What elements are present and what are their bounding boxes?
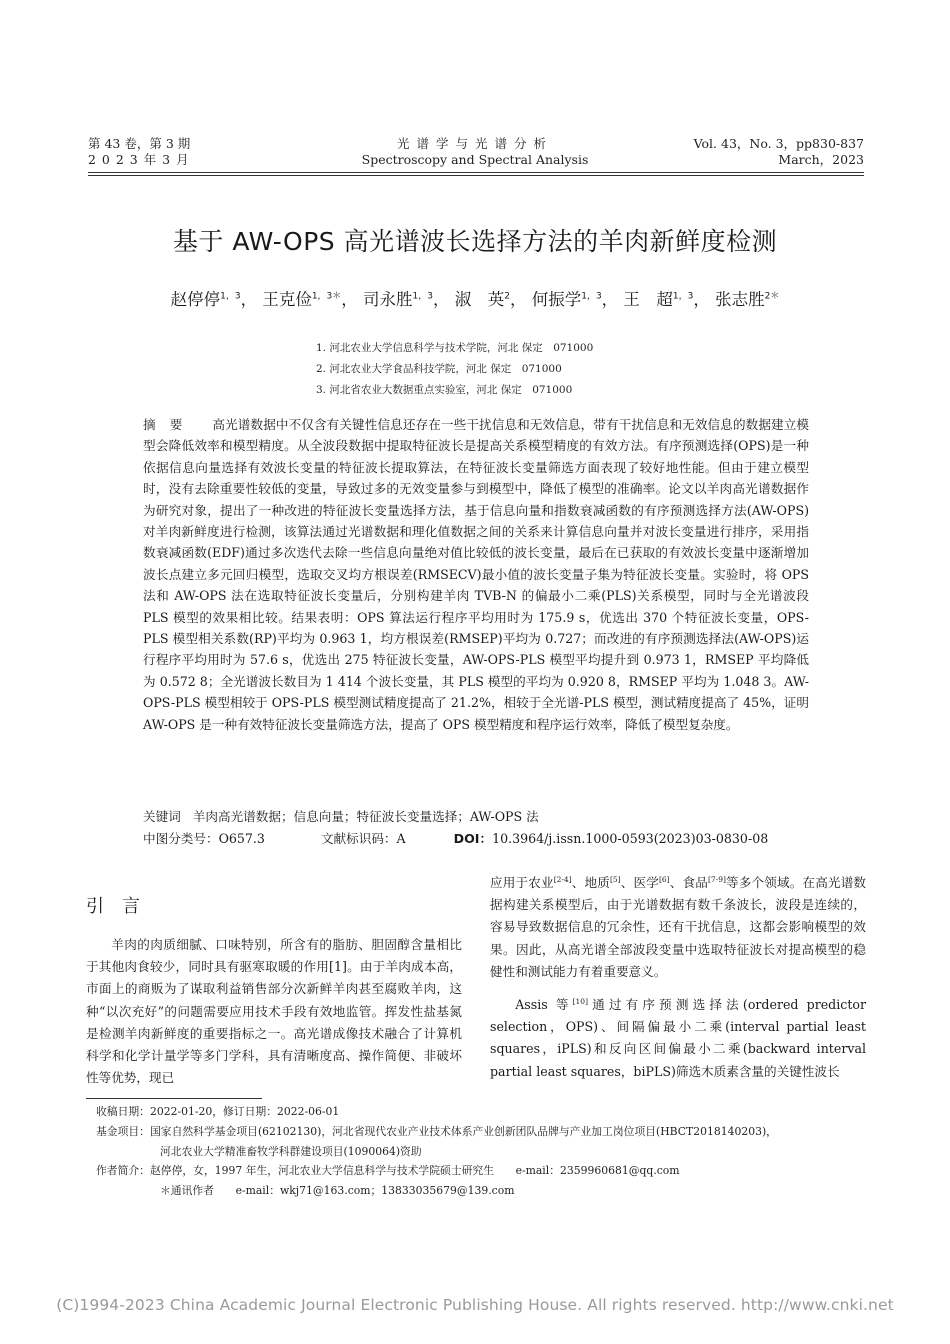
abstract-text: 高光谱数据中不仅含有关键性信息还存在一些干扰信息和无效信息，带有干扰信息和无效信息的数据建立模型会降低效率和模型精度。从全波段数据中提取特征波长是提高关系模型精度的有效方法。有序预测选择(OPS)是一种依据信息向量选择有效波长变量的特征波长提取算法，在特征波长变量筛选方面表现了较好地性能。但由于建立模型时，没有去除重要性较低的变量，导致过多的无效变量参与到模型中，降低了模型的准确率。论文以羊肉高光谱数据作为研究对象，提出了一种改进的特征波长变量选择方法，基于信息向量和指数衰减函数的有序预测选择方法(AW-OPS)对羊肉新鲜度进行检测，该算法通过光谱数据和理化值数据之间的关系来计算信息向量并对波长变量进行排序，采用指数衰减函数(EDF)通过多次迭代去除一些信息向量绝对值比较低的波长变量，最后在已获取的有效波长变量中逐渐增加波长点建立多元回归模型，选取交叉均方根误差(RMSECV)最小值的波长变量子集为特征波长变量。实验时，将 OPS 法和 AW-OPS 法在选取特征波长变量后，分别构建羊肉 TVB-N 的偏最小二乘(PLS)关系模型，同时与全光谱波段 PLS 模型的效果相比较。结果表明：OPS 算法运行程序平均用时为 175.9 s，优选出 370 个特征波长变量，OPS-PLS 模型相关系数(RP)平均为 0.963 1，均方根误差(RMSEP)平均为 0.727；而改进的有序预测选择法(AW-OPS)运行程序平均用时为 57.6 s，优选出 275 特征波长变量，AW-OPS-PLS 模型平均提升到 0.973 1，RMSEP 平均降低为 0.572 8；全光谱波长数目为 1 414 个波长变量，其 PLS 模型的平均为 0.920 8，RMSEP 平均为 1.048 3。AW-OPS-PLS 模型相较于 OPS-PLS 模型测试精度提高了 21.2%，相较于全光谱-PLS 模型，测试精度提高了 45%，证明 AW-OPS 是一种有效特征波长变量筛选方法，提高了 OPS 模型精度和程序运行效率，降低了模型复杂度。: [143, 417, 810, 732]
header-rule-thin: [88, 175, 864, 176]
journal-name-cn: 光谱学与光谱分析: [396, 136, 553, 151]
volume-pages: Vol. 43，No. 3，pp830-837: [693, 136, 864, 151]
affiliation-1: 1. 河北农业大学信息科学与技术学院，河北 保定 071000: [316, 342, 594, 354]
author: 张志胜$^{2*}$: [715, 290, 780, 309]
author-list: 赵停停$^{1,3}$， 王克俭$^{1,3*}$， 司永胜$^{1,3}$， 淑 英$^2$， 何振学$^{1,3}$， 王 超$^{1,3}$， 张志胜$^{2*}$: [170, 290, 780, 309]
publication-month: March，2023: [778, 152, 864, 167]
journal-name: [300, 136, 650, 168]
fund-info: 基金项目：国家自然科学基金项目(62102130)，河北省现代农业产业技术体系产业创新团队品牌与产业加工岗位项目(HBCT2018140203)，: [96, 1124, 777, 1138]
footnotes: [96, 1102, 886, 1201]
affiliation-3: 3. 河北省农业大数据重点实验室，河北 保定 071000: [316, 384, 573, 396]
volume-issue: 第 43 卷，第 3 期: [88, 136, 191, 151]
citation: [6]: [658, 874, 670, 884]
doc-code-value: A: [396, 831, 406, 846]
author: 淑 英$^2$: [454, 290, 510, 309]
affiliations: [316, 338, 593, 401]
intro-paragraph: 羊肉的肉质细腻、口味特别，所含有的脂肪、胆固醇含量相比于其他肉食较少，同时具有驱寒取暖的作用[1]。由于羊肉成本高，市面上的商贩为了谋取利益销售部分次新鲜羊肉甚至腐败羊肉，这种“以次充好”的问题需要应用技术手段有效地监管。挥发性盐基氮是检测羊肉新鲜度的重要指标之一。高光谱成像技术融合了计算机科学和化学计量学等多门学科，具有清晰度高、操作简便、非破坏性等优势，现已: [86, 937, 462, 1086]
section-heading-intro: 引言: [86, 896, 158, 917]
keywords-label: 关键词: [143, 809, 181, 824]
classification-line: [143, 828, 768, 850]
author: 何振学$^{1,3}$: [531, 290, 602, 309]
author: 赵停停$^{1,3}$: [170, 290, 241, 309]
issue-info: [88, 136, 190, 168]
paper-title: 基于 AW-OPS 高光谱波长选择方法的羊肉新鲜度检测: [172, 227, 778, 256]
page-range-info: [694, 136, 864, 168]
affiliation-2: 2. 河北农业大学食品科技学院，河北 保定 071000: [316, 363, 562, 375]
author: 王克俭$^{1,3*}$: [262, 290, 342, 309]
abstract: [143, 414, 809, 735]
abstract-label: 摘要: [143, 417, 197, 432]
keywords: [143, 806, 539, 828]
footnote-rule: [86, 1098, 262, 1099]
header-rule-thick: [88, 172, 864, 173]
author: 王 超$^{1,3}$: [623, 290, 694, 309]
author-bio: 作者简介：赵停停，女，1997 年生，河北农业大学信息科学与技术学院硕士研究生 e-mail：2359960681@qq.com: [96, 1164, 680, 1178]
author: 司永胜$^{1,3}$: [363, 290, 433, 309]
clc-value: O657.3: [218, 831, 265, 846]
citation: [5]: [610, 874, 621, 884]
issue-date: 2 0 2 3 年 3 月: [88, 152, 190, 167]
citation: [10]: [572, 996, 589, 1006]
copyright-watermark: (C)1994-2023 China Academic Journal Electronic Publishing House. All rights reserved. http://www.cnki.net: [56, 1296, 894, 1314]
doc-code-label: 文献标识码：: [320, 831, 397, 846]
clc-label: 中图分类号：: [143, 831, 219, 846]
doi-value: 10.3964/j.issn.1000-0593(2023)03-0830-08: [492, 831, 769, 846]
right-column-paragraph-1: 应用于农业[2-4]、地质[5]、医学[6]、食品[7-9]等多个领域。在高光谱数据构建关系模型后，由于光谱数据有数千条波长，波段是连续的，容易导致数据信息的冗余性，还有干扰信息，这都会影响模型的效果。因此，从高光谱全部波段变量中选取特征波长对提高模型的稳健性和测试能力有着重要意义。: [490, 874, 867, 979]
keywords-text: 羊肉高光谱数据；信息向量；特征波长变量选择；AW-OPS 法: [192, 809, 539, 824]
fund-info-continued: 河北农业大学精准畜牧学科群建设项目(1090064)资助: [160, 1144, 422, 1158]
citation: [7-9]: [707, 874, 726, 884]
right-column-paragraph-2: Assis 等[10]通过有序预测选择法(ordered predictor selection，OPS)、间隔偏最小二乘(interval partial least squares，iPLS)和反向区间偏最小二乘(backward interval partial least squares，biPLS)筛选木质素含量的关键性波长: [490, 996, 866, 1079]
corresponding-author: ＊通讯作者 e-mail：wkj71@163.com；13833035679@139.com: [160, 1184, 515, 1198]
received-date: 收稿日期：2022-01-20，修订日期：2022-06-01: [96, 1105, 340, 1118]
citation: [2-4]: [553, 874, 572, 884]
doi-label: DOI：: [453, 831, 493, 846]
journal-name-en: Spectroscopy and Spectral Analysis: [361, 152, 589, 167]
